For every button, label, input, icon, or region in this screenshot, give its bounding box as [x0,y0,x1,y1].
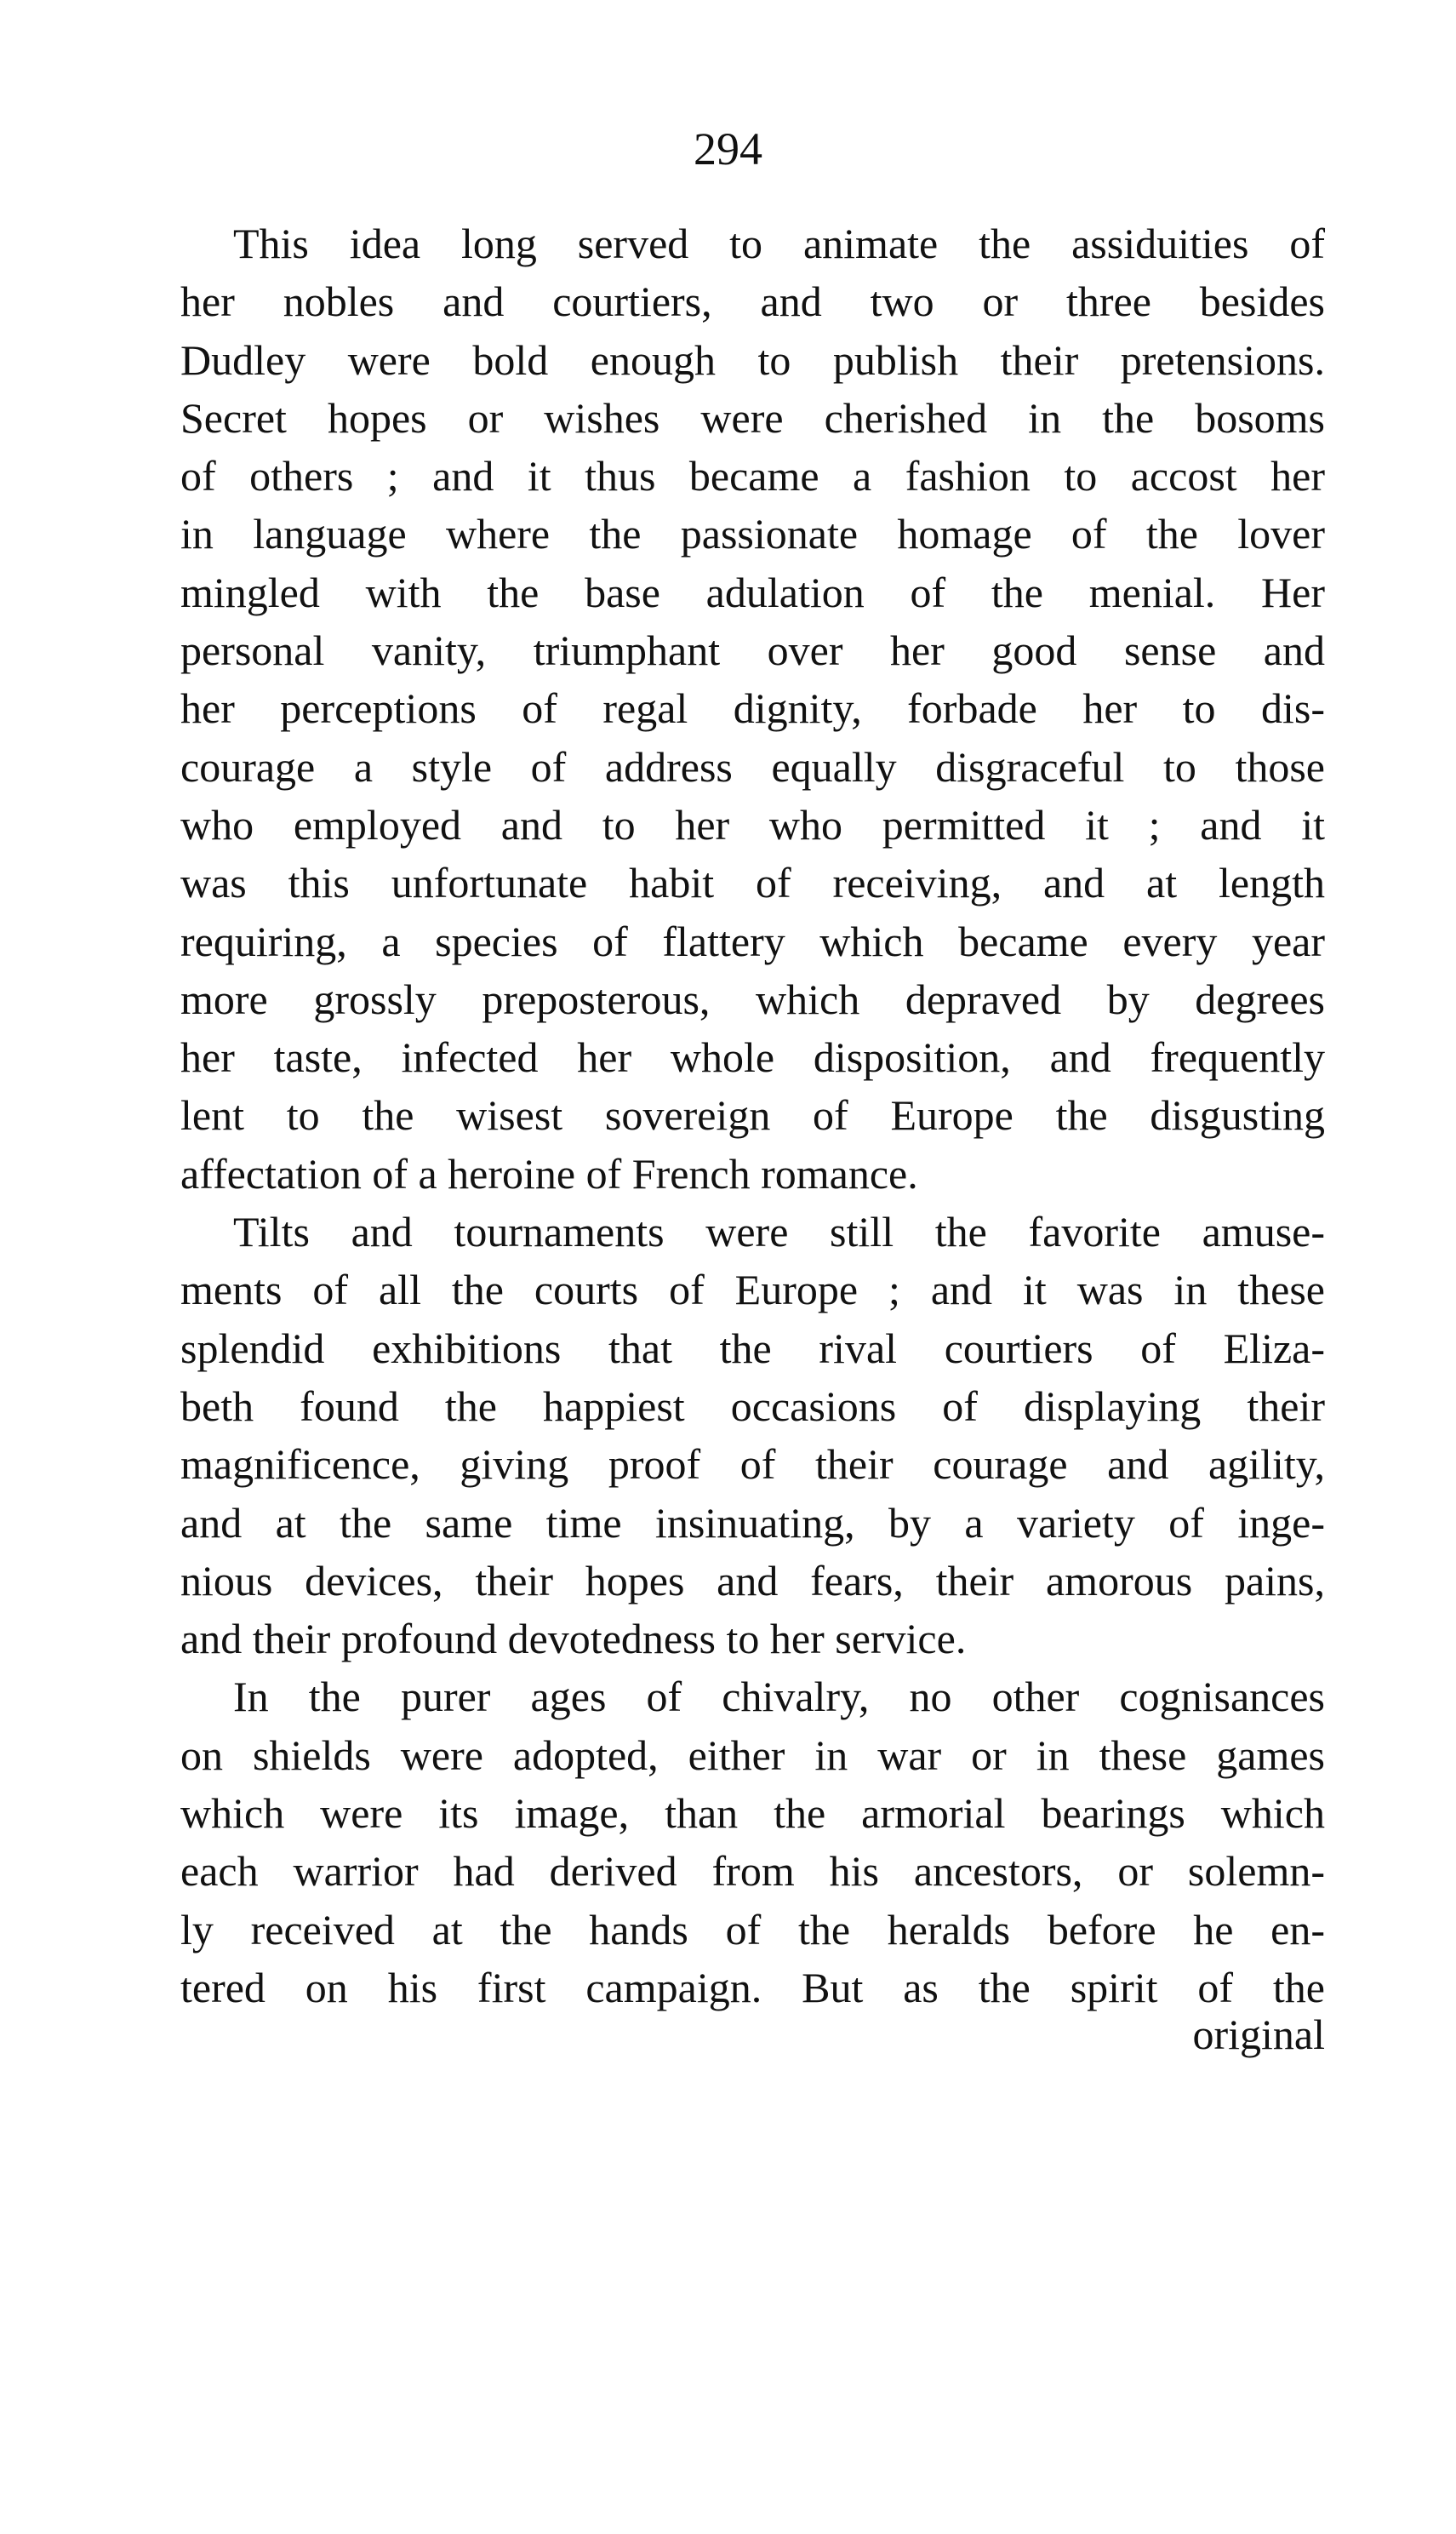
paragraph [180,1203,1325,1667]
text-line: her perceptions of regal dignity, forbade her to dis- [180,684,1325,733]
text-line: ments of all the courts of Europe ; and it was in these [180,1266,1325,1314]
text-line: nious devices, their hopes and fears, their amorous pains, [180,1556,1325,1604]
text-line: magnificence, giving proof of their courage and agility, [180,1440,1325,1489]
text-line: and their profound devotedness to her service. [180,1615,967,1663]
text-line: This idea long served to animate the assiduities of [233,220,1325,267]
text-line: tered on his first campaign. But as the spirit of the [180,1963,1325,2011]
text-line: affectation of a heroine of French romance. [180,1149,918,1198]
text-line: her taste, infected her whole disposition, and frequently [180,1033,1325,1082]
text-line: which were its image, than the armorial bearings which [180,1789,1325,1838]
text-line: her nobles and courtiers, and two or three besides [180,277,1325,326]
text-line: who employed and to her who permitted it ; and it [180,800,1325,849]
text-line: splendid exhibitions that the rival courtiers of Eliza- [180,1324,1325,1372]
page-number: 294 [694,123,762,174]
text-line: and at the same time insinuating, by a variety of inge- [180,1498,1325,1547]
text-line: requiring, a species of flattery which became every year [180,917,1325,965]
text-line: In the purer ages of chivalry, no other cognisances [233,1673,1325,1721]
text-line: courage a style of address equally disgraceful to those [180,742,1325,791]
text-line: more grossly preposterous, which depraved by degrees [180,975,1325,1023]
text-line: on shields were adopted, either in war or in these games [180,1730,1325,1779]
paragraph [180,1667,1325,2016]
text-line: in language where the passionate homage of the lover [180,510,1325,558]
text-line: Secret hopes or wishes were cherished in the bosoms [180,393,1325,442]
catchword: original [1192,2011,1325,2058]
text-line: lent to the wisest sovereign of Europe the disgusting [180,1091,1325,1140]
text-line: personal vanity, triumphant over her good sense and [180,626,1325,675]
text-line: of others ; and it thus became a fashion to accost her [180,452,1325,501]
text-line: beth found the happiest occasions of displaying their [180,1381,1325,1430]
text-line: Tilts and tournaments were still the favorite amuse- [233,1208,1325,1256]
text-line: Dudley were bold enough to publish their pretensions. [180,335,1325,384]
text-line: was this unfortunate habit of receiving, and at length [180,859,1325,907]
text-line: each warrior had derived from his ancestors, or solemn- [180,1847,1325,1896]
body-text [180,215,1325,2016]
paragraph [180,215,1325,1203]
text-line: mingled with the base adulation of the menial. Her [180,568,1325,616]
text-line: ly received at the hands of the heralds before he en- [180,1905,1325,1953]
